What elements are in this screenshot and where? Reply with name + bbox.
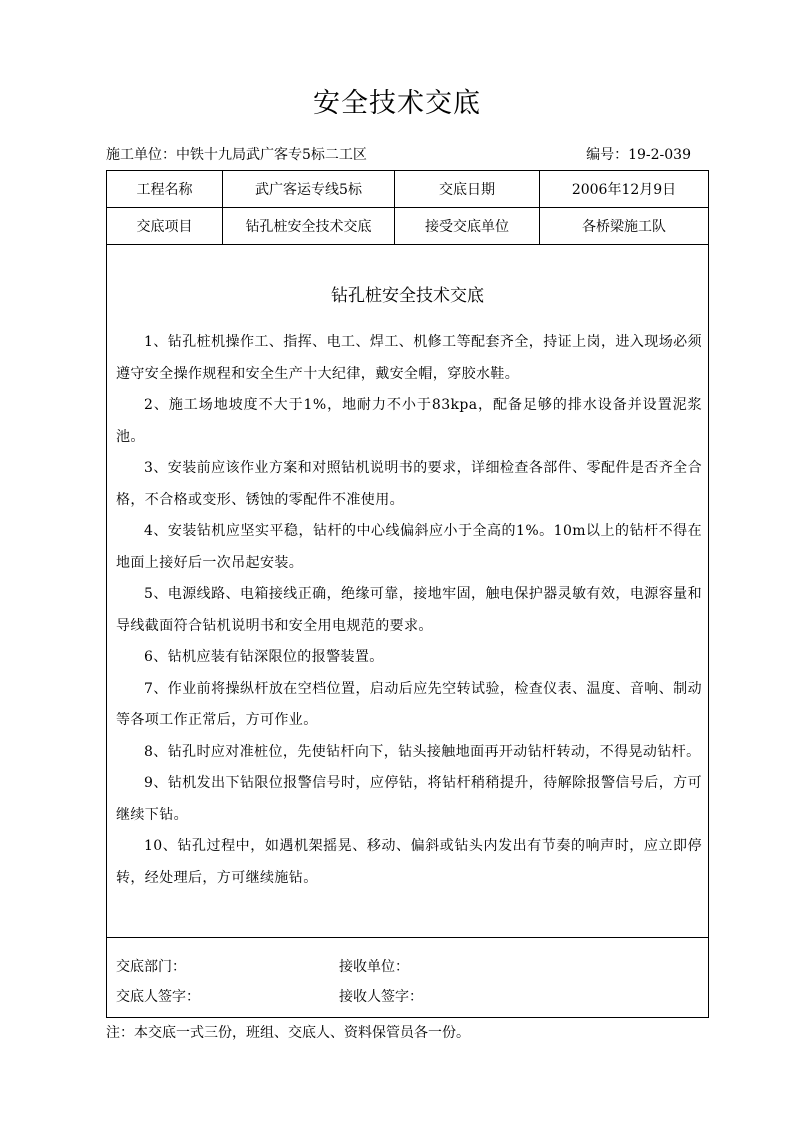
briefing-item-value: 钻孔桩安全技术交底: [245, 219, 372, 235]
header-bottom-divider: [107, 244, 708, 245]
safety-item: 4、安装钻机应坚实平稳，钻杆的中心线偏斜应小于全高的1%。10m以上的钻杆不得在地面上接好后一次吊起安装。: [116, 523, 702, 571]
receiving-unit-label: 接受交底单位: [425, 219, 509, 235]
receiver-signature-label: 接收人签字：: [339, 989, 423, 1005]
receiving-unit-value: 各桥梁施工队: [582, 219, 666, 235]
safety-items-list: [116, 327, 702, 894]
safety-item: 10、钻孔过程中，如遇机架摇晃、移动、偏斜或钻头内发出有节奏的响声时，应立即停转，经处理后，方可继续施钻。: [116, 838, 702, 886]
department-label: 交底部门：: [116, 959, 186, 975]
document-title: 安全技术交底: [313, 88, 481, 119]
briefing-date-label: 交底日期: [439, 182, 495, 198]
project-name-value: 武广客运专线5标: [255, 182, 362, 198]
project-name-label: 工程名称: [136, 182, 193, 198]
safety-item: 9、钻机发出下钻限位报警信号时，应停钻，将钻杆稍稍提升，待解除报警信号后，方可继续下钻。: [116, 775, 702, 823]
presenter-signature-label: 交底人签字：: [116, 989, 200, 1005]
safety-item: 2、施工场地坡度不大于1%，地耐力不小于83kpa，配备足够的排水设备并设置泥浆池。: [116, 397, 702, 445]
safety-item: 8、钻孔时应对准桩位，先使钻杆向下，钻头接触地面再开动钻杆转动，不得晃动钻杆。: [144, 743, 701, 760]
content-title: 钻孔桩安全技术交底: [331, 286, 484, 306]
footnote: 注：本交底一式三份，班组、交底人、资料保管员各一份。: [106, 1025, 470, 1041]
signature-divider: [107, 937, 708, 938]
safety-item: 5、电源线路、电箱接线正确，绝缘可靠，接地牢固，触电保护器灵敏有效，电源容量和导线截面符合钻机说明书和安全用电规范的要求。: [116, 586, 702, 634]
safety-item: 1、钻孔桩机操作工、指挥、电工、焊工、机修工等配套齐全，持证上岗，进入现场必须遵守安全操作规程和安全生产十大纪律，戴安全帽，穿胶水鞋。: [116, 334, 702, 382]
construction-unit: 施工单位：中铁十九局武广客专5标二工区: [106, 147, 367, 163]
briefing-form: [106, 170, 709, 1018]
safety-item: 6、钻机应装有钻深限位的报警装置。: [144, 649, 384, 665]
briefing-date-value: 2006年12月9日: [571, 182, 677, 198]
receiving-unit-sign-label: 接收单位：: [339, 959, 409, 975]
safety-item: 3、安装前应该作业方案和对照钻机说明书的要求，详细检查各部件、零配件是否齐全合格，不合格或变形、锈蚀的零配件不准使用。: [116, 460, 702, 508]
document-number: 编号：19-2-039: [586, 147, 691, 163]
briefing-item-label: 交底项目: [136, 219, 193, 235]
safety-item: 7、作业前将操纵杆放在空档位置，启动后应先空转试验，检查仪表、温度、音响、制动等各项工作正常后，方可作业。: [116, 680, 702, 728]
